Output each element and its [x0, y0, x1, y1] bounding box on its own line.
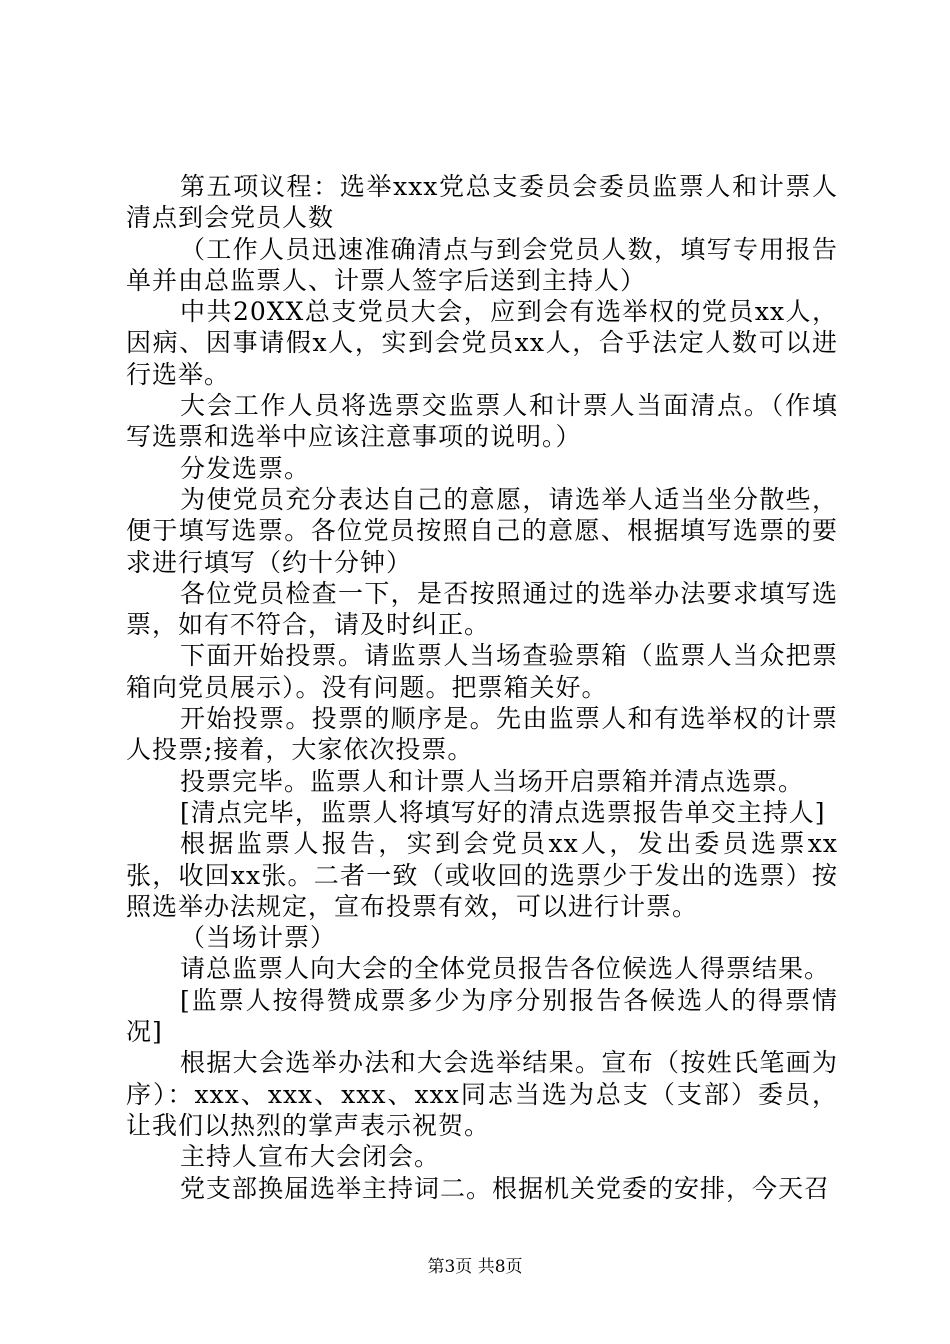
paragraph-close-meeting: 主持人宣布大会闭会。: [180, 1142, 441, 1172]
paragraph-voting-done: 投票完毕。监票人和计票人当场开启票箱并清点选票。: [180, 766, 805, 796]
paragraph-headcount-note: （工作人员迅速准确清点与到会党员人数，填写专用报告单并由总监票人、计票人签字后送到主持人）: [126, 234, 838, 295]
paragraph-onsite-count: （当场计票）: [180, 923, 337, 953]
document-body: [126, 171, 838, 1204]
paragraph-valid-vote: 根据监票人报告，实到会党员xx人，发出委员选票xx张，收回xx张。二者一致（或收回的选票少于发出的选票）按照选举办法规定，宣布投票有效，可以进行计票。: [126, 829, 838, 921]
paragraph-announce-elected: 根据大会选举办法和大会选举结果。宣布（按姓氏笔画为序）：xxx、xxx、xxx、xxx同志当选为总支（支部）委员，让我们以热烈的掌声表示祝贺。: [126, 1048, 838, 1140]
paragraph-script-two: 党支部换届选举主持词二。根据机关党委的安排，今天召: [180, 1173, 831, 1203]
paragraph-attendance: 中共20XX总支党员大会，应到会有选举权的党员xx人，因病、因事请假x人，实到会党员xx人，合乎法定人数可以进行选举。: [126, 297, 838, 389]
paragraph-fill-ballots: 为使党员充分表达自己的意愿，请选举人适当坐分散些，便于填写选票。各位党员按照自己的意愿、根据填写选票的要求进行填写（约十分钟）: [126, 484, 838, 577]
paragraph-report-order: [监票人按得赞成票多少为序分别报告各候选人的得票情况]: [126, 985, 838, 1047]
paragraph-agenda-item-5: 第五项议程：选举xxx党总支委员会委员监票人和计票人清点到会党员人数: [126, 172, 838, 233]
paragraph-count-report: [清点完毕，监票人将填写好的清点选票报告单交主持人]: [180, 797, 826, 827]
paragraph-check-ballots: 各位党员检查一下，是否按照通过的选举办法要求填写选票，如有不符合，请及时纠正。: [126, 578, 838, 640]
paragraph-report-results: 请总监票人向大会的全体党员报告各位候选人得票结果。: [180, 954, 831, 984]
paragraph-start-voting: 开始投票。投票的顺序是。先由监票人和有选举权的计票人投票;接着，大家依次投票。: [126, 704, 838, 765]
paragraph-ballot-check: 大会工作人员将选票交监票人和计票人当面清点。（作填写选票和选举中应该注意事项的说明。）: [126, 391, 838, 452]
page-number: 第3页 共8页: [427, 1257, 523, 1277]
paragraph-distribute-ballots: 分发选票。: [180, 453, 311, 483]
paragraph-inspect-box: 下面开始投票。请监票人当场查验票箱（监票人当众把票箱向党员展示）。没有问题。把票箱关好。: [126, 641, 838, 702]
